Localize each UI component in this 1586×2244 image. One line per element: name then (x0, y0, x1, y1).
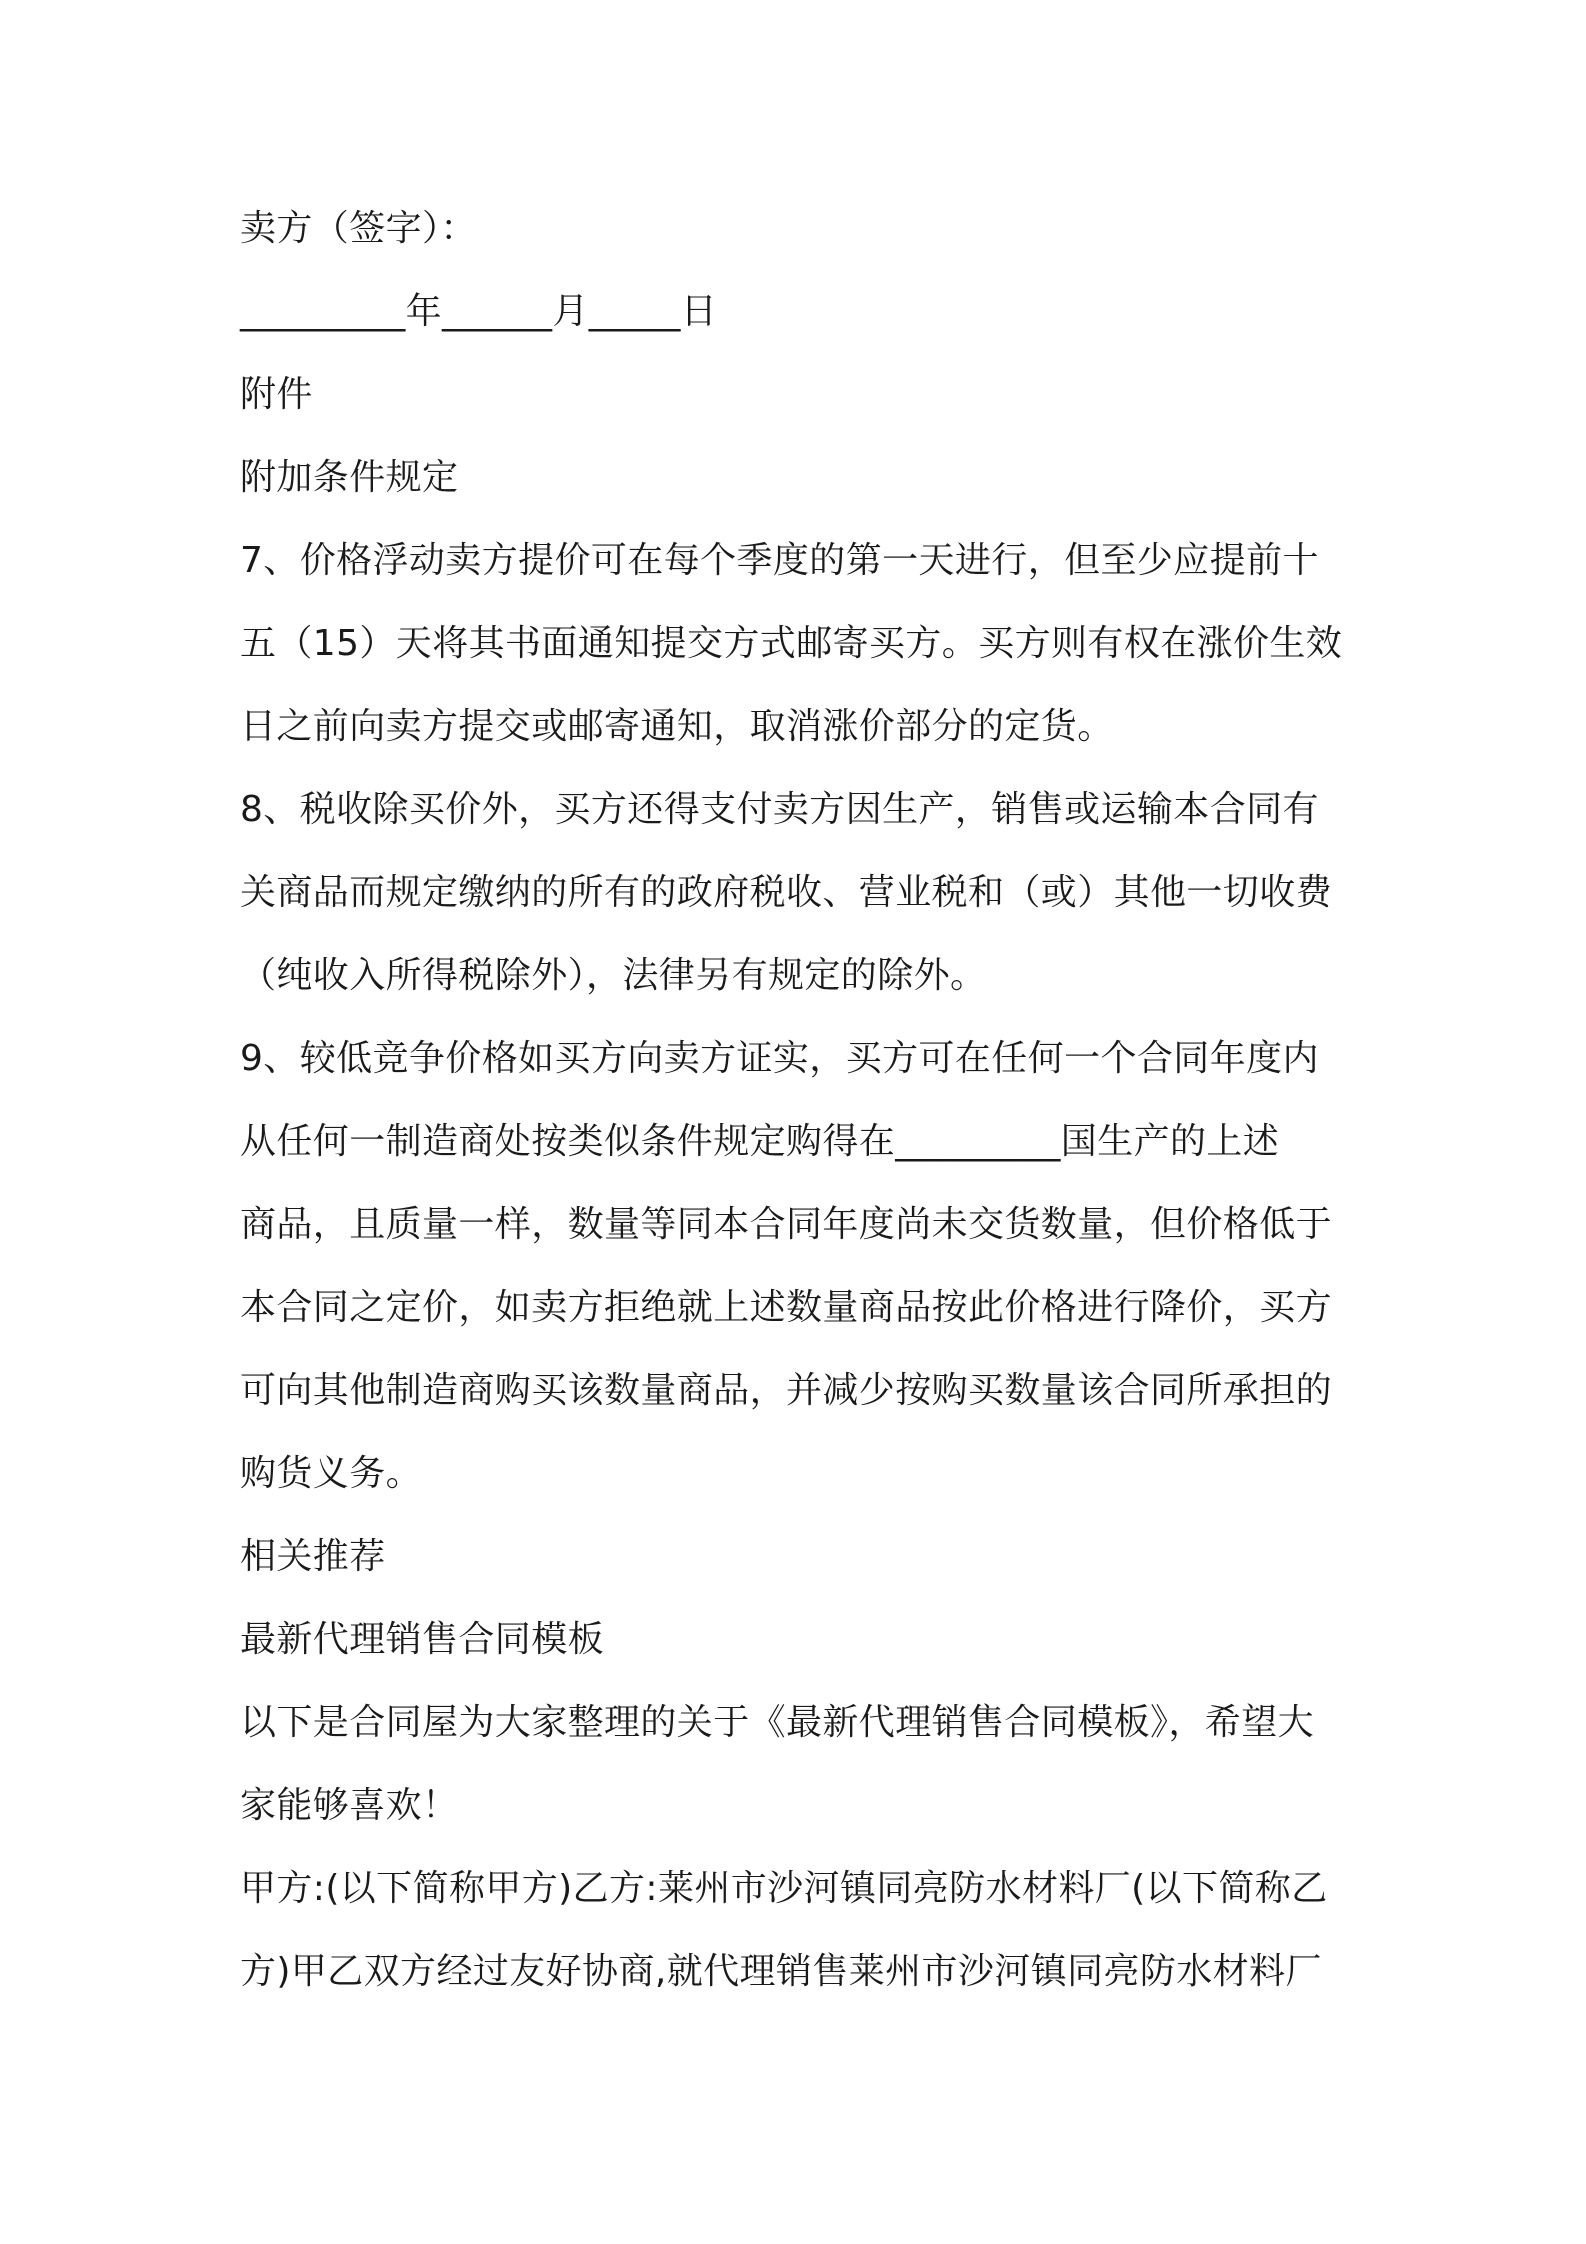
clause-8-line-1: 8、税收除买价外，买方还得支付卖方因生产，销售或运输本合同有 (240, 789, 1319, 830)
parties-line-1: 甲方:(以下简称甲方)乙方:莱州市沙河镇同亮防水材料厂(以下简称乙 (240, 1868, 1328, 1909)
clause-8-line-2: 关商品而规定缴纳的所有的政府税收、营业税和（或）其他一切收费 (240, 872, 1333, 913)
related-recommendations-heading: 相关推荐 (240, 1536, 386, 1577)
clause-8-line-3: （纯收入所得税除外），法律另有规定的除外。 (240, 955, 987, 996)
intro-line-1: 以下是合同屋为大家整理的关于《最新代理销售合同模板》，希望大 (240, 1702, 1315, 1743)
intro-line-2: 家能够喜欢！ (240, 1785, 459, 1826)
attachment-heading: 附件 (240, 374, 313, 415)
seller-signature-line: 卖方（签字）： (240, 208, 477, 249)
clause-9-line-6: 购货义务。 (240, 1453, 423, 1494)
date-line: _________年______月_____日 (240, 291, 718, 332)
clause-9-line-3: 商品，且质量一样，数量等同本合同年度尚未交货数量，但价格低于 (240, 1204, 1333, 1245)
clause-9-line-2: 从任何一制造商处按类似条件规定购得在_________国生产的上述 (240, 1121, 1280, 1162)
clause-7-line-1: 7、价格浮动卖方提价可在每个季度的第一天进行，但至少应提前十 (240, 540, 1319, 581)
parties-line-2: 方)甲乙双方经过友好协商,就代理销售莱州市沙河镇同亮防水材料厂 (240, 1951, 1322, 1992)
clause-7-line-3: 日之前向卖方提交或邮寄通知，取消涨价部分的定货。 (240, 706, 1114, 747)
related-article-title: 最新代理销售合同模板 (240, 1619, 605, 1660)
clause-9-line-4: 本合同之定价，如卖方拒绝就上述数量商品按此价格进行降价，买方 (240, 1287, 1333, 1328)
clause-9-line-5: 可向其他制造商购买该数量商品，并减少按购买数量该合同所承担的 (240, 1370, 1333, 1411)
additional-conditions-heading: 附加条件规定 (240, 457, 459, 498)
clause-9-line-1: 9、较低竞争价格如买方向卖方证实，买方可在任何一个合同年度内 (240, 1038, 1319, 1079)
clause-7-line-2: 五（15）天将其书面通知提交方式邮寄买方。买方则有权在涨价生效 (240, 623, 1343, 664)
